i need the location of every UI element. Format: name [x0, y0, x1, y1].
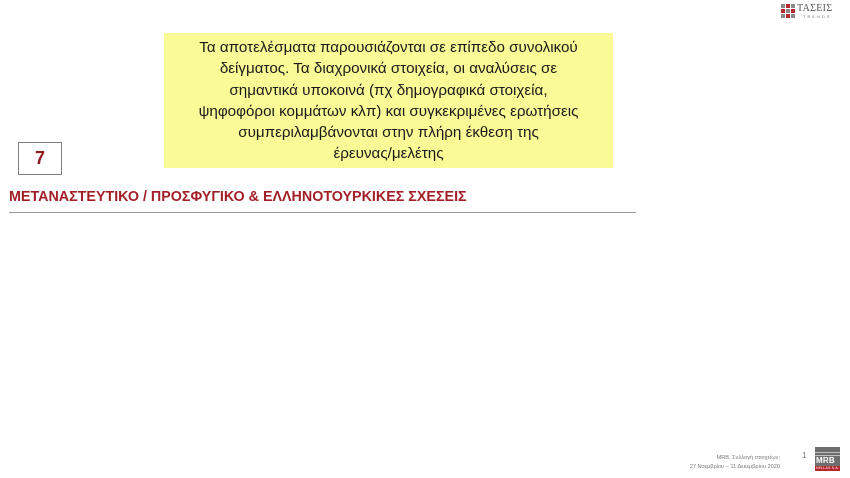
page-number: 1	[802, 450, 807, 460]
footer-date-line: 27 Νοεμβρίου – 11 Δεκεμβρίου 2020	[689, 464, 780, 470]
note-line: Τα αποτελέσματα παρουσιάζονται σε επίπεδο συνολικού	[199, 39, 578, 56]
note-line: σημαντικά υποκοινά (πχ δημογραφικά στοιχεία,	[229, 81, 548, 99]
logo-sub-text: TRENDS	[803, 14, 832, 19]
section-number: 7	[34, 148, 45, 168]
tasis-trends-logo	[781, 3, 843, 21]
logo-brand-text: ΤΑΣΕΙΣ	[797, 3, 833, 14]
results-note-box	[164, 33, 613, 168]
mrb-logo-stripe	[815, 452, 840, 453]
section-number-box	[18, 142, 62, 175]
note-line: ψηφοφόροι κομμάτων κλπ) και συγκεκριμένες ερωτήσεις	[198, 102, 579, 120]
mrb-logo-word: MRB	[816, 456, 835, 465]
note-line: έρευνας/μελέτης	[333, 145, 444, 163]
title-divider	[9, 212, 636, 213]
mrb-logo	[815, 447, 840, 471]
section-title: ΜΕΤΑΝΑΣΤΕΥΤΙΚΟ / ΠΡΟΣΦΥΓΙΚΟ & ΕΛΛΗΝΟΤΟΥΡΚΙΚΕΣ ΣΧΕΣΕΙΣ	[9, 189, 467, 205]
footer-source-line: MRB, Συλλογή στοιχείων:	[716, 455, 780, 461]
footer-source	[690, 454, 780, 472]
mrb-logo-tag: HELLAS S.A.	[815, 466, 840, 470]
note-line: δείγματος. Τα διαχρονικά στοιχεία, οι αναλύσεις σε	[219, 60, 558, 78]
logo-grid-icon	[781, 4, 795, 18]
note-line: συμπεριλαμβάνονται στην πλήρη έκθεση της	[238, 124, 539, 142]
